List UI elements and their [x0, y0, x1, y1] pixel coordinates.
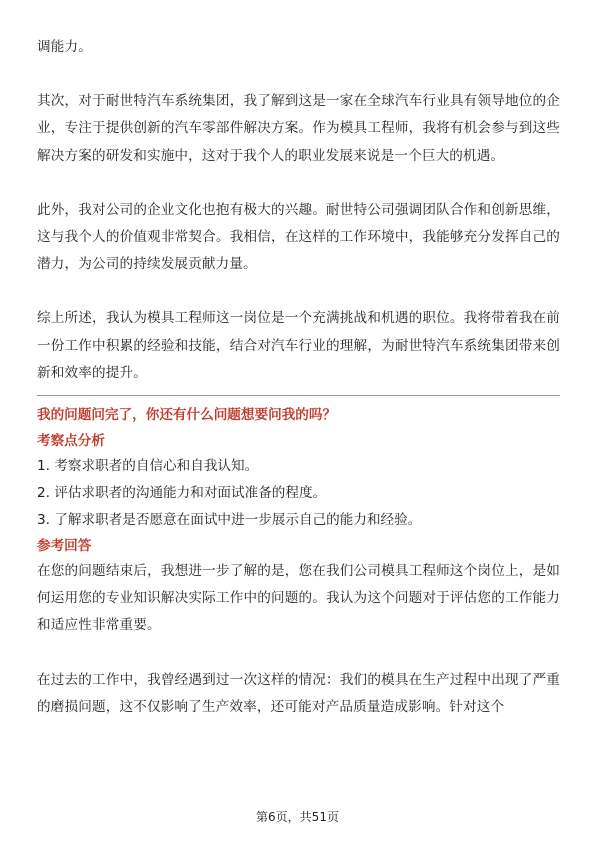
- paragraph-culture: 此外，我对公司的企业文化也抱有极大的兴趣。耐世特公司强调团队合作和创新思维，这与我个人的价值观非常契合。我相信，在这样的工作环境中，我能够充分发挥自己的潜力，为公司的持续发展贡献力量。: [37, 201, 560, 273]
- analysis-item: 2. 评估求职者的沟通能力和对面试准备的程度。: [37, 485, 327, 502]
- analysis-item: 3. 了解求职者是否愿意在面试中进一步展示自己的能力和经验。: [37, 512, 422, 529]
- analysis-title: 考察点分析: [37, 433, 105, 450]
- paragraph-gap: [37, 640, 560, 667]
- analysis-item: 1. 考察求职者的自信心和自我认知。: [37, 458, 259, 475]
- document-page: [37, 34, 560, 721]
- paragraph-gap: [37, 278, 560, 305]
- analysis-list: [37, 453, 560, 534]
- page-footer: 第6页，共51页: [256, 810, 339, 824]
- answer-paragraph: 在您的问题结束后，我想进一步了解的是，您在我们公司模具工程师这个岗位上，是如何运用您的专业知识解决实际工作中的问题的。我认为这个问题对于评估您的工作能力和适应性非常重要。: [37, 563, 560, 634]
- paragraph-gap: [37, 170, 560, 197]
- paragraph-summary: 综上所述，我认为模具工程师这一岗位是一个充满挑战和机遇的职位。我将带着我在前一份工作中积累的经验和技能，结合对汽车行业的理解，为耐世特汽车系统集团带来创新和效率的提升。: [37, 310, 560, 381]
- answer-paragraph: 在过去的工作中，我曾经遇到过一次这样的情况：我们的模具在生产过程中出现了严重的磨损问题，这不仅影响了生产效率，还可能对产品质量造成影响。针对这个: [37, 671, 560, 715]
- answer-title: 参考回答: [37, 538, 92, 555]
- paragraph-company: 其次，对于耐世特汽车系统集团，我了解到这是一家在全球汽车行业具有领导地位的企业，专注于提供创新的汽车零部件解决方案。作为模具工程师，我将有机会参与到这些解决方案的研发和实施中，这对于我个人的职业发展来说是一个巨大的机遇。: [37, 93, 560, 164]
- interview-question: 我的问题问完了，你还有什么问题想要问我的吗？: [37, 407, 337, 424]
- intro-tail-text: 调能力。: [37, 39, 92, 55]
- section-divider: [37, 395, 560, 396]
- paragraph-gap: [37, 61, 560, 88]
